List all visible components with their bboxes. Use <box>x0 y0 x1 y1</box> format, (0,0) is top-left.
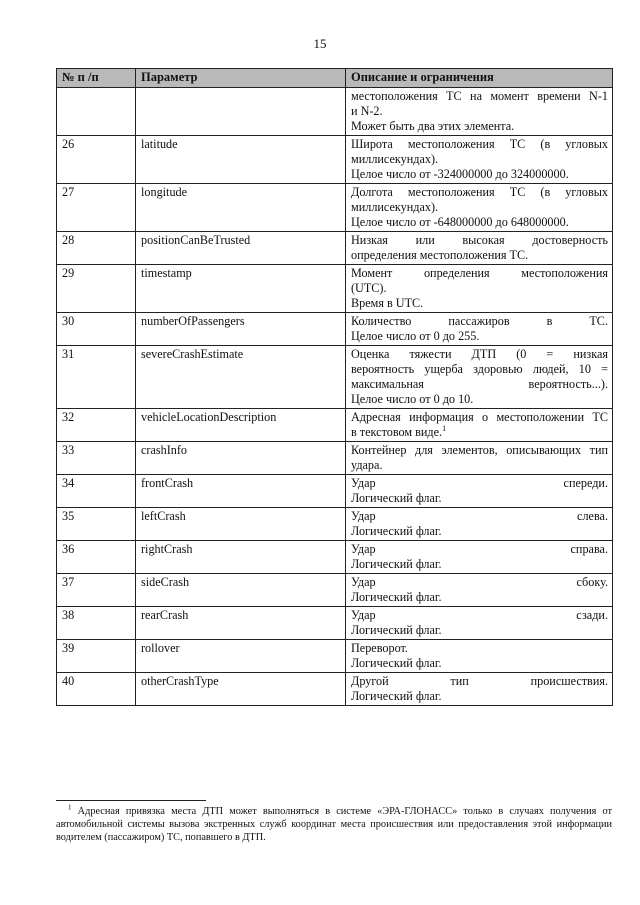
table-row-continuation <box>57 88 613 136</box>
table-row <box>57 409 613 442</box>
description-line: Целое число от 0 до 10. <box>351 392 474 406</box>
description-line: Логический флаг. <box>351 590 442 604</box>
description-line: Целое число от 0 до 255. <box>351 329 480 343</box>
description-line: Момент определения местоположения <box>351 266 608 280</box>
cell-description <box>346 136 613 184</box>
cell-description <box>346 184 613 232</box>
cell-number: 38 <box>57 607 136 640</box>
description-line: в текстовом виде. <box>351 425 443 439</box>
table-body <box>57 88 613 706</box>
cell-parameter: vehicleLocationDescription <box>136 409 346 442</box>
cell-parameter: rearCrash <box>136 607 346 640</box>
table-row <box>57 574 613 607</box>
cell-parameter: rollover <box>136 640 346 673</box>
description-line: максимальная вероятность...). <box>351 377 608 391</box>
description-line: Другой тип происшествия. <box>351 674 608 688</box>
table-row <box>57 265 613 313</box>
description-line: Долгота местоположения ТС (в угловых <box>351 185 608 199</box>
table-row <box>57 232 613 265</box>
description-line: Целое число от -324000000 до 324000000. <box>351 167 569 181</box>
table-row <box>57 640 613 673</box>
description-line: Удар спереди. <box>351 476 608 490</box>
table-header-row <box>57 69 613 88</box>
description-line: Количество пассажиров в ТС. <box>351 314 608 328</box>
footnote-reference: 1 <box>442 423 447 433</box>
description-line: Логический флаг. <box>351 524 442 538</box>
cell-description <box>346 409 613 442</box>
description-line: удара. <box>351 458 383 472</box>
cell-number <box>57 88 136 136</box>
cell-description <box>346 265 613 313</box>
description-line: и N-2. <box>351 104 383 118</box>
description-line: Удар сбоку. <box>351 575 608 589</box>
cell-description <box>346 88 613 136</box>
description-line: Целое число от -648000000 до 648000000. <box>351 215 569 229</box>
description-line: Широта местоположения ТС (в угловых <box>351 137 608 151</box>
description-line: Логический флаг. <box>351 491 442 505</box>
cell-number: 33 <box>57 442 136 475</box>
cell-parameter: frontCrash <box>136 475 346 508</box>
cell-parameter: severeCrashEstimate <box>136 346 346 409</box>
description-line: Контейнер для элементов, описывающих тип <box>351 443 608 457</box>
footnote-marker: 1 <box>68 803 72 812</box>
header-description: Описание и ограничения <box>346 69 613 88</box>
cell-parameter: numberOfPassengers <box>136 313 346 346</box>
cell-description <box>346 313 613 346</box>
table-row <box>57 313 613 346</box>
description-line: Логический флаг. <box>351 557 442 571</box>
description-line: Низкая или высокая достоверность <box>351 233 608 247</box>
cell-parameter: longitude <box>136 184 346 232</box>
cell-parameter: rightCrash <box>136 541 346 574</box>
description-line: Может быть два этих элемента. <box>351 119 515 133</box>
page-number: 15 <box>313 36 327 51</box>
cell-description <box>346 346 613 409</box>
cell-number: 37 <box>57 574 136 607</box>
cell-number: 27 <box>57 184 136 232</box>
cell-description <box>346 508 613 541</box>
cell-number: 40 <box>57 673 136 706</box>
description-line: (UTC). <box>351 281 387 295</box>
description-line: Логический флаг. <box>351 689 442 703</box>
description-line: миллисекундах). <box>351 152 439 166</box>
cell-description <box>346 232 613 265</box>
header-number: № п /п <box>57 69 136 88</box>
parameters-table <box>56 68 613 706</box>
description-line-wrapper <box>351 425 608 440</box>
footnote-divider <box>56 800 206 801</box>
description-line: Логический флаг. <box>351 656 442 670</box>
description-line: вероятность ущерба здоровью людей, 10 = <box>351 362 608 376</box>
cell-parameter: positionCanBeTrusted <box>136 232 346 265</box>
footnote-text: Адресная привязка места ДТП может выполняться в системе «ЭРА-ГЛОНАСС» только в случаях получения от автомобильной системы вызова экстренных служб координат места происшествия или предоставления этой информации водителем (пассажиром) ТС, попавшего в ДТП. <box>56 806 613 843</box>
description-line: Удар сзади. <box>351 608 608 622</box>
cell-number: 26 <box>57 136 136 184</box>
description-line: Оценка тяжести ДТП (0 = низкая <box>351 347 608 361</box>
cell-number: 30 <box>57 313 136 346</box>
description-line: местоположения ТС на момент времени N-1 <box>351 89 608 103</box>
description-line: Адресная информация о местоположении ТС <box>351 410 608 424</box>
cell-parameter: latitude <box>136 136 346 184</box>
description-line: миллисекундах). <box>351 200 439 214</box>
cell-number: 35 <box>57 508 136 541</box>
cell-parameter <box>136 88 346 136</box>
header-parameter: Параметр <box>136 69 346 88</box>
table-row <box>57 541 613 574</box>
cell-number: 34 <box>57 475 136 508</box>
description-line: Логический флаг. <box>351 623 442 637</box>
cell-parameter: crashInfo <box>136 442 346 475</box>
cell-description <box>346 640 613 673</box>
footnote <box>56 805 612 844</box>
table-row <box>57 442 613 475</box>
cell-description <box>346 442 613 475</box>
table-row <box>57 607 613 640</box>
table-row <box>57 346 613 409</box>
cell-description <box>346 475 613 508</box>
table-row <box>57 136 613 184</box>
cell-number: 32 <box>57 409 136 442</box>
table-row <box>57 673 613 706</box>
cell-number: 31 <box>57 346 136 409</box>
description-line: Переворот. <box>351 641 408 655</box>
cell-description <box>346 607 613 640</box>
cell-description <box>346 574 613 607</box>
cell-parameter: timestamp <box>136 265 346 313</box>
description-line: Удар слева. <box>351 509 608 523</box>
table-row <box>57 508 613 541</box>
cell-description <box>346 541 613 574</box>
cell-number: 36 <box>57 541 136 574</box>
description-line: определения местоположения ТС. <box>351 248 529 262</box>
cell-parameter: otherCrashType <box>136 673 346 706</box>
cell-parameter: sideCrash <box>136 574 346 607</box>
description-line: Время в UTC. <box>351 296 424 310</box>
cell-number: 39 <box>57 640 136 673</box>
cell-description <box>346 673 613 706</box>
cell-parameter: leftCrash <box>136 508 346 541</box>
table-row <box>57 475 613 508</box>
description-line: Удар справа. <box>351 542 608 556</box>
cell-number: 28 <box>57 232 136 265</box>
table-row <box>57 184 613 232</box>
cell-number: 29 <box>57 265 136 313</box>
